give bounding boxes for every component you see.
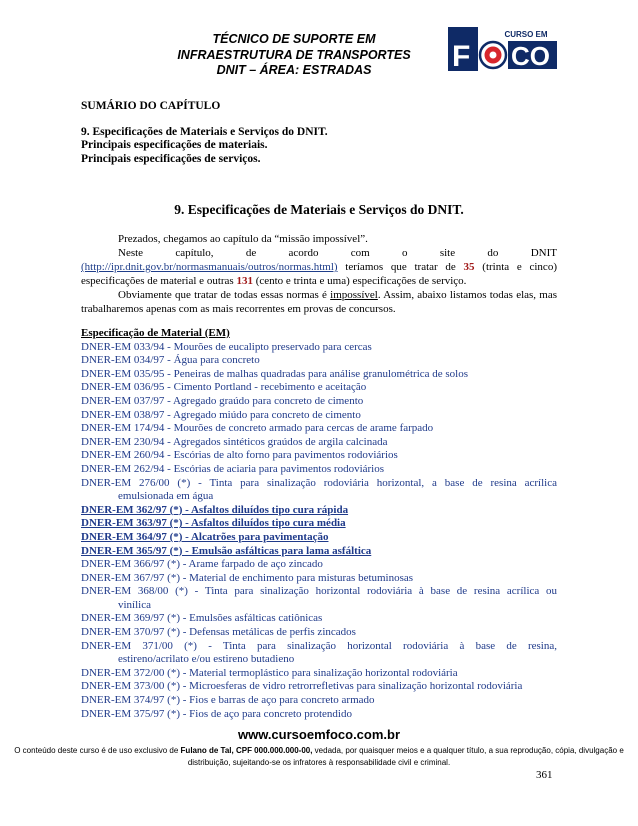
- spec-list-item: [81, 572, 557, 586]
- page-number: 361: [536, 769, 553, 781]
- summary-item: Principais especificações de serviços.: [81, 152, 261, 165]
- spec-item-continuation: estireno/acrilato e/ou estireno butadieno: [118, 653, 295, 666]
- spec-item-continuation: vinílica: [118, 598, 151, 611]
- spec-item-continuation: emulsionada em água: [118, 490, 214, 503]
- summary-item: 9. Especificações de Materiais e Serviços do DNIT.: [81, 125, 328, 138]
- material-count: 35: [463, 261, 475, 274]
- material-spec-list: [81, 327, 557, 721]
- spec-item-text: DNER-EM 174/94 - Mourões de concreto armado para cercas de arame farpado: [81, 422, 434, 435]
- spec-list-item[interactable]: [81, 531, 557, 545]
- spec-item-text: DNER-EM 373/00 (*) - Microesferas de vidro retrorrefletivas para sinalização horizontal rodoviária: [81, 680, 523, 693]
- footer-note-text: vedada, por quaisquer meios e a qualquer título, a sua reprodução, cópia, divulgação e distribuição, sujeitando-se os infratores à responsabilidade civil e criminal.: [187, 746, 624, 767]
- spec-item-text: DNER-EM 368/00 (*) - Tinta para sinalização horizontal rodoviária à base de resina acrílica ou: [81, 585, 557, 598]
- summary-item: Principais especificações de materiais.: [81, 139, 268, 152]
- spec-list-item: [81, 341, 557, 355]
- spec-item-text: DNER-EM 369/97 (*) - Emulsões asfálticas catiônicas: [81, 612, 323, 625]
- intro-text: [81, 232, 557, 317]
- curso-em-foco-logo: [448, 24, 558, 74]
- footer-url[interactable]: www.cursoemfoco.com.br: [237, 727, 401, 742]
- spec-list-item[interactable]: [81, 545, 557, 559]
- spec-list-item[interactable]: [81, 517, 557, 531]
- service-count: 131: [236, 275, 253, 288]
- spec-list-item: [81, 708, 557, 722]
- footer-note-text: O conteúdo deste curso é de uso exclusivo de: [14, 746, 181, 755]
- dnit-normas-link[interactable]: (http://ipr.dnit.gov.br/normasmanuais/outros/normas.html): [81, 261, 338, 274]
- footer-copyright-note: [8, 745, 630, 768]
- spec-list-item: [81, 477, 557, 504]
- spec-item-text: DNER-EM 260/94 - Escórias de alto forno para pavimentos rodoviários: [81, 449, 398, 462]
- spec-list-item: [81, 585, 557, 612]
- spec-item-text: DNER-EM 262/94 - Escórias de aciaria para pavimentos rodoviários: [81, 462, 385, 475]
- intro-paragraph-3: [81, 288, 557, 316]
- spec-item-text: DNER-EM 367/97 (*) - Material de enchimento para misturas betuminosas: [81, 571, 414, 584]
- spec-list-item[interactable]: [81, 504, 557, 518]
- logo-letter-f: F: [452, 40, 471, 73]
- spec-item-text: DNER-EM 276/00 (*) - Tinta para sinalização rodoviária horizontal, a base de resina acrílica: [81, 476, 557, 489]
- spec-item-text: DNER-EM 365/97 (*) - Emulsão asfálticas para lama asfáltica: [81, 544, 372, 557]
- spec-item-text: DNER-EM 034/97 - Água para concreto: [81, 354, 260, 367]
- spec-list-item: [81, 422, 557, 436]
- spec-list-item: [81, 612, 557, 626]
- spec-list-item: [81, 409, 557, 423]
- chapter-summary: [81, 100, 328, 166]
- spec-item-text: DNER-EM 037/97 - Agregado graúdo para concreto de cimento: [81, 394, 364, 407]
- intro-text-segment: teríamos que tratar de: [337, 261, 464, 274]
- intro-paragraph-2-start: Neste capítulo, de acordo com o site do DNIT: [118, 247, 557, 260]
- spec-list-item: [81, 626, 557, 640]
- spec-item-text: DNER-EM 366/97 (*) - Arame farpado de aço zincado: [81, 558, 323, 571]
- intro-text-segment: (trinta e cinco) especificações de material e outras: [81, 261, 557, 288]
- spec-item-text: DNER-EM 371/00 (*) - Tinta para sinalização horizontal rodoviária à base de resina,: [81, 639, 557, 652]
- spec-list-title: Especificação de Material (EM): [81, 327, 230, 339]
- spec-list-item: [81, 381, 557, 395]
- spec-item-text: DNER-EM 364/97 (*) - Alcatrões para pavimentação: [81, 530, 329, 543]
- logo-letters-co: CO: [511, 41, 550, 71]
- spec-list-item: [81, 694, 557, 708]
- header-line-1: TÉCNICO DE SUPORTE EM: [212, 32, 376, 46]
- spec-list-item: [81, 680, 557, 694]
- spec-item-text: DNER-EM 038/97 - Agregado miúdo para concreto de cimento: [81, 408, 361, 421]
- spec-list-item: [81, 667, 557, 681]
- spec-list-item: [81, 449, 557, 463]
- intro-paragraph-1: Prezados, chegamos ao capítulo da “missão impossível”.: [118, 233, 368, 245]
- intro-paragraph-2: [81, 260, 557, 288]
- spec-list-item: [81, 463, 557, 477]
- spec-list-item: [81, 436, 557, 450]
- impossible-word: impossível: [330, 289, 378, 302]
- spec-list-item: [81, 640, 557, 667]
- spec-item-text: DNER-EM 363/97 (*) - Asfaltos diluídos tipo cura média: [81, 517, 346, 530]
- spec-item-text: DNER-EM 230/94 - Agregados sintéticos graúdos de argila calcinada: [81, 435, 388, 448]
- spec-item-text: DNER-EM 036/95 - Cimento Portland - recebimento e aceitação: [81, 381, 367, 394]
- intro-text-segment: . Assim, abaixo listamos todas elas, mas trabalharemos apenas com as mais recorrentes em provas de concursos.: [81, 289, 557, 316]
- header-title: [150, 32, 438, 79]
- section-title: 9. Especificações de Materiais e Serviços do DNIT.: [174, 202, 464, 217]
- header-line-3: DNIT – ÁREA: ESTRADAS: [216, 63, 372, 77]
- intro-text-segment: Obviamente que tratar de todas essas normas é: [118, 289, 331, 302]
- spec-item-text: DNER-EM 375/97 (*) - Fios de aço para concreto protendido: [81, 707, 352, 720]
- spec-item-text: DNER-EM 374/97 (*) - Fios e barras de aço para concreto armado: [81, 694, 375, 707]
- logo-small-text: CURSO EM: [504, 30, 548, 39]
- spec-list-item: [81, 354, 557, 368]
- spec-item-text: DNER-EM 035/95 - Peneiras de malhas quadradas para análise granulométrica de solos: [81, 367, 469, 380]
- spec-list-item: [81, 368, 557, 382]
- spec-item-text: DNER-EM 033/94 - Mourões de eucalipto preservado para cercas: [81, 340, 372, 353]
- spec-list-item: [81, 395, 557, 409]
- spec-item-text: DNER-EM 370/97 (*) - Defensas metálicas de perfis zincados: [81, 626, 356, 639]
- intro-text-segment: (cento e trinta e uma) especificações de serviço.: [252, 275, 467, 288]
- spec-item-text: DNER-EM 372/00 (*) - Material termoplástico para sinalização horizontal rodoviária: [81, 666, 458, 679]
- summary-heading: SUMÁRIO DO CAPÍTULO: [81, 100, 221, 112]
- spec-list-item: [81, 558, 557, 572]
- spec-item-text: DNER-EM 362/97 (*) - Asfaltos diluídos tipo cura rápida: [81, 503, 349, 516]
- header-line-2: INFRAESTRUTURA DE TRANSPORTES: [177, 47, 411, 62]
- footer-note-owner: Fulano de Tal, CPF 000.000.000-00,: [180, 746, 313, 755]
